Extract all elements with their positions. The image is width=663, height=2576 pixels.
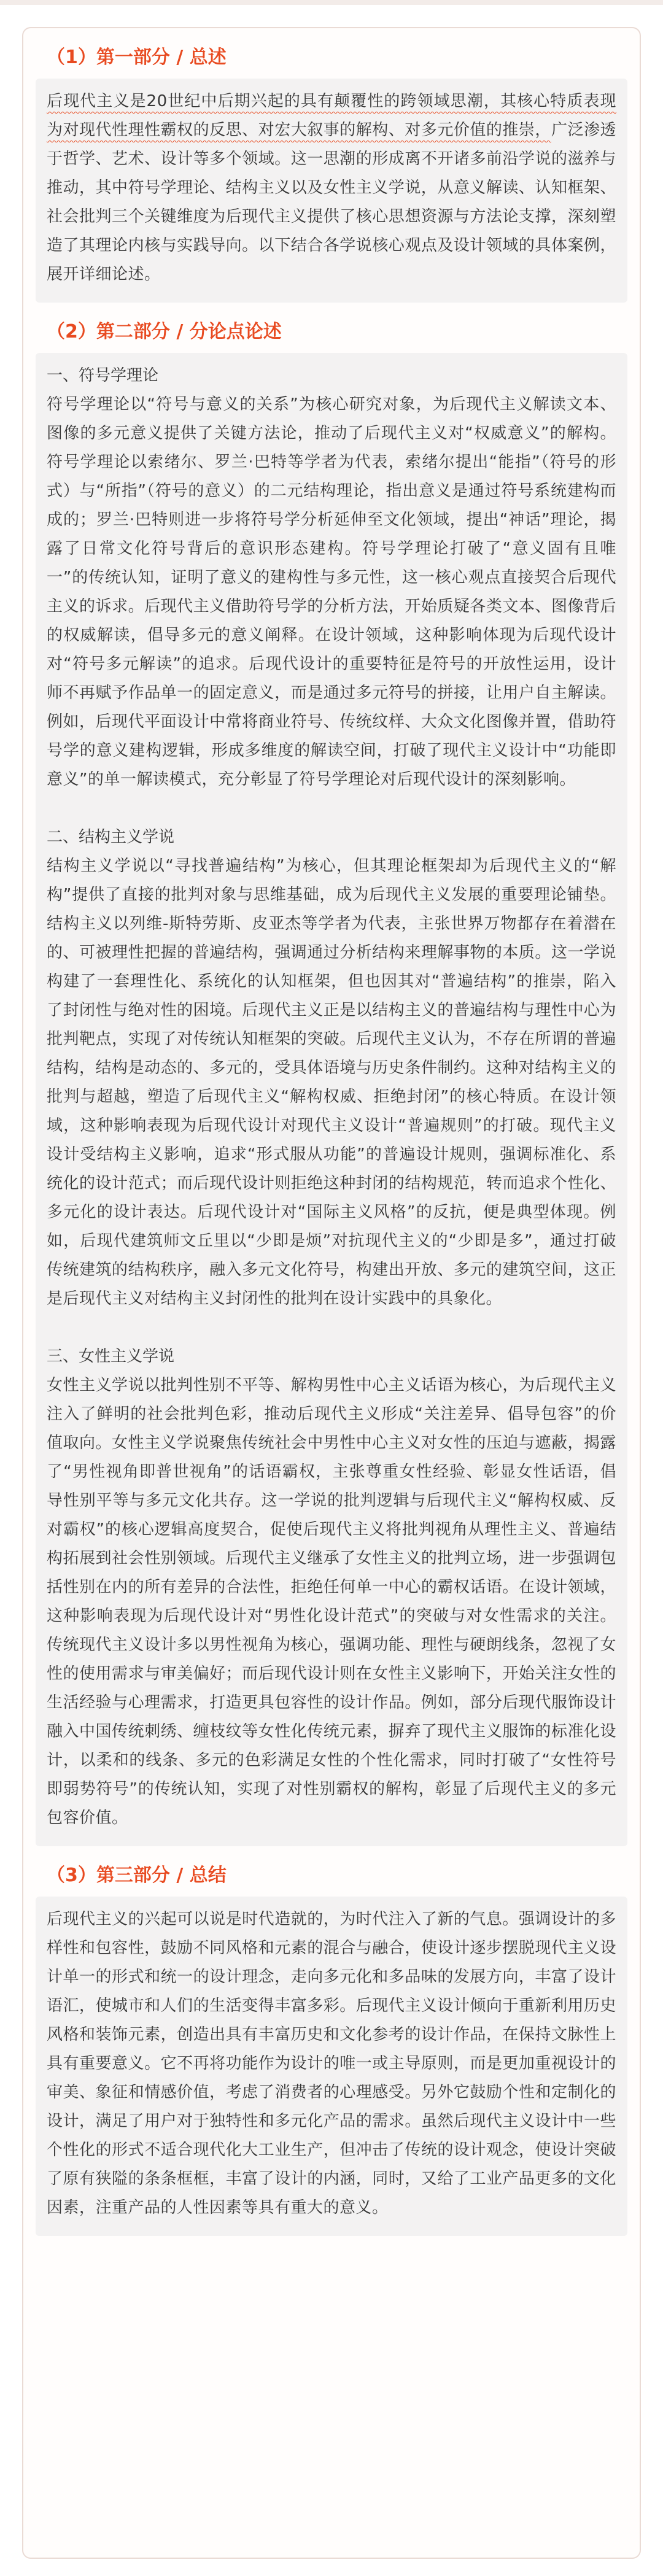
section-heading-summary: （3）第三部分 / 总结 bbox=[47, 1865, 227, 1886]
summary-box bbox=[36, 1897, 627, 2236]
paragraph-spacer bbox=[47, 1313, 616, 1342]
subsection-title-semiotics: 一、符号学理论 bbox=[47, 366, 159, 385]
paragraph-spacer bbox=[47, 794, 616, 823]
overview-body-text: 广泛渗透于哲学、艺术、设计等多个领域。这一思潮的形成离不开诸多前沿学说的滋养与推动，其中符号学理论、结构主义以及女性主义学说，从意义解读、认知框架、社会批判三个关键维度为后现代主义提供了核心思想资源与方法论支撑，深刻塑造了其理论内核与实践导向。以下结合各学说核心观点及设计领域的具体案例，展开详细论述。 bbox=[47, 121, 616, 284]
summary-paragraph: 后现代主义的兴起可以说是时代造就的，为时代注入了新的气息。强调设计的多样性和包容性，鼓励不同风格和元素的混合与融合，使设计逐步摆脱现代主义设计单一的形式和统一的设计理念，走向多元化和多品味的发展方向，丰富了设计语汇，使城市和人们的生活变得丰富多彩。后现代主义设计倾向于重新利用历史风格和装饰元素，创造出具有丰富历史和文化参考的设计作品，在保持文脉性上具有重要意义。它不再将功能作为设计的唯一或主导原则，而是更加重视设计的审美、象征和情感价值，考虑了消费者的心理感受。另外它鼓励个性和定制化的设计，满足了用户对于独特性和多元化产品的需求。虽然后现代主义设计中一些个性化的形式不适合现代化大工业生产，但冲击了传统的设计观念，使设计突破了原有狭隘的条条框框，丰富了设计的内涵，同时，又给了工业产品更多的文化因素，注重产品的人性因素等具有重大的意义。 bbox=[47, 1910, 616, 2217]
subsection-title-structuralism: 二、结构主义学说 bbox=[47, 828, 175, 846]
overview-highlighted-text: 后现代主义是20世纪中后期兴起的具有颠覆性的跨领域思潮，其核心特质表现为对现代性理性霸权的反思、对宏大叙事的解构、对多元价值的推崇， bbox=[47, 92, 616, 139]
overview-box bbox=[36, 79, 627, 303]
subsection-text-semiotics: 符号学理论以“符号与意义的关系”为核心研究对象，为后现代主义解读文本、图像的多元意义提供了关键方法论，推动了后现代主义对“权威意义”的解构。符号学理论以索绪尔、罗兰·巴特等学者为代表，索绪尔提出“能指”（符号的形式）与“所指”（符号的意义）的二元结构理论，指出意义是通过符号系统建构而成的；罗兰·巴特则进一步将符号学分析延伸至文化领域，提出“神话”理论，揭露了日常文化符号背后的意识形态建构。符号学理论打破了“意义固有且唯一”的传统认知，证明了意义的建构性与多元性，这一核心观点直接契合后现代主义的诉求。后现代主义借助符号学的分析方法，开始质疑各类文本、图像背后的权威解读，倡导多元的意义阐释。在设计领域，这种影响体现为后现代设计对“符号多元解读”的追求。后现代设计的重要特征是符号的开放性运用，设计师不再赋予作品单一的固定意义，而是通过多元符号的拼接，让用户自主解读。例如，后现代平面设计中常将商业符号、传统纹样、大众文化图像并置，借助符号学的意义建构逻辑，形成多维度的解读空间，打破了现代主义设计中“功能即意义”的单一解读模式，充分彰显了符号学理论对后现代设计的深刻影响。 bbox=[47, 395, 616, 789]
overview-paragraph bbox=[47, 87, 616, 289]
subsection-text-feminism: 女性主义学说以批判性别不平等、解构男性中心主义话语为核心，为后现代主义注入了鲜明的社会批判色彩，推动后现代主义形成“关注差异、倡导包容”的价值取向。女性主义学说聚焦传统社会中男性中心主义对女性的压迫与遮蔽，揭露了“男性视角即普世视角”的话语霸权，主张尊重女性经验、彰显女性话语，倡导性别平等与多元文化共存。这一学说的批判逻辑与后现代主义“解构权威、反对霸权”的核心逻辑高度契合，促使后现代主义将批判视角从理性主义、普遍结构拓展到社会性别领域。后现代主义继承了女性主义的批判立场，进一步强调包括性别在内的所有差异的合法性，拒绝任何单一中心的霸权话语。在设计领域，这种影响表现为后现代设计对“男性化设计范式”的突破与对女性需求的关注。传统现代主义设计多以男性视角为核心，强调功能、理性与硬朗线条，忽视了女性的使用需求与审美偏好；而后现代设计则在女性主义影响下，开始关注女性的生活经验与心理需求，打造更具包容性的设计作品。例如，部分后现代服饰设计融入中国传统刺绣、缠枝纹等女性化传统元素，摒弃了现代主义服饰的标准化设计，以柔和的线条、多元的色彩满足女性的个性化需求，同时打破了“女性符号即弱势符号”的传统认知，实现了对性别霸权的解构，彰显了后现代主义的多元包容价值。 bbox=[47, 1376, 616, 1827]
article-frame bbox=[22, 27, 641, 2559]
section-heading-overview: （1）第一部分 / 总述 bbox=[47, 47, 227, 68]
section-heading-arguments: （2）第二部分 / 分论点论述 bbox=[47, 321, 282, 342]
subsection-title-feminism: 三、女性主义学说 bbox=[47, 1347, 175, 1366]
subsection-text-structuralism: 结构主义学说以“寻找普遍结构”为核心，但其理论框架却为后现代主义的“解构”提供了直接的批判对象与思维基础，成为后现代主义发展的重要理论铺垫。结构主义以列维-斯特劳斯、皮亚杰等学者为代表，主张世界万物都存在着潜在的、可被理性把握的普遍结构，强调通过分析结构来理解事物的本质。这一学说构建了一套理性化、系统化的认知框架，但也因其对“普遍结构”的推崇，陷入了封闭性与绝对性的困境。后现代主义正是以结构主义的普遍结构与理性中心为批判靶点，实现了对传统认知框架的突破。后现代主义认为，不存在所谓的普遍结构，结构是动态的、多元的，受具体语境与历史条件制约。这种对结构主义的批判与超越，塑造了后现代主义“解构权威、拒绝封闭”的核心特质。在设计领域，这种影响表现为后现代设计对现代主义设计“普遍规则”的打破。现代主义设计受结构主义影响，追求“形式服从功能”的普遍设计规则，强调标准化、系统化的设计范式；而后现代设计则拒绝这种封闭的结构规范，转而追求个性化、多元化的设计表达。后现代设计对“国际主义风格”的反抗，便是典型体现。例如，后现代建筑师文丘里以“少即是烦”对抗现代主义的“少即是多”，通过打破传统建筑的结构秩序，融入多元文化符号，构建出开放、多元的建筑空间，这正是后现代主义对结构主义封闭性的批判在设计实践中的具象化。 bbox=[47, 857, 616, 1308]
arguments-box bbox=[36, 353, 627, 1846]
top-divider bbox=[0, 0, 663, 5]
